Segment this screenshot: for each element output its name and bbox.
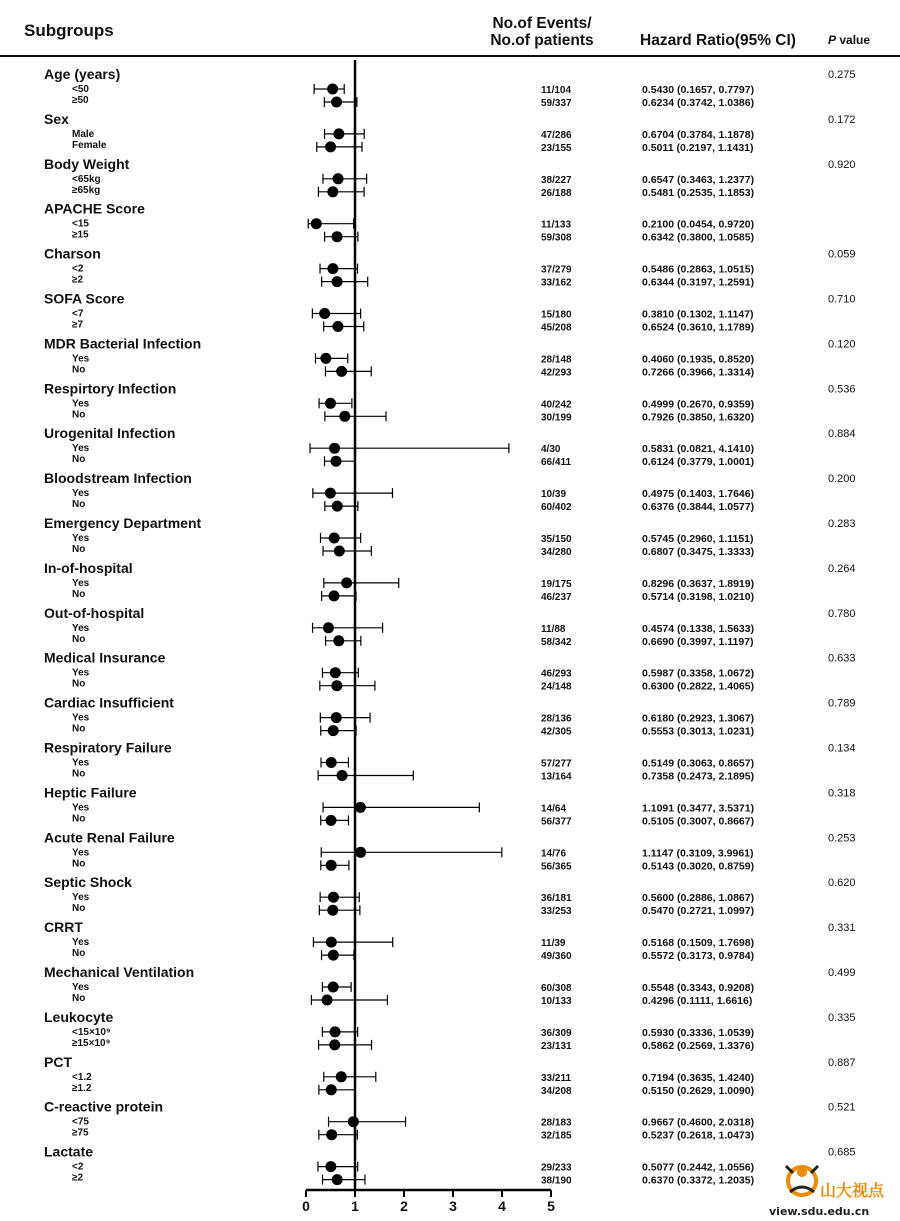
events-count: 66/411: [541, 457, 572, 469]
hazard-ratio-ci: 0.4060 (0.1935, 0.8520): [642, 353, 755, 366]
subgroup-block: [44, 605, 856, 648]
events-count: 57/277: [541, 758, 572, 770]
x-tick-label: 3: [449, 1198, 457, 1214]
row-label: Yes: [72, 802, 90, 814]
hr-point: [319, 308, 330, 319]
row-label: No: [72, 454, 86, 466]
hazard-ratio-ci: 0.5149 (0.3063, 0.8657): [642, 757, 755, 770]
hr-point: [336, 1071, 347, 1082]
subgroup-block: [44, 1054, 856, 1097]
hr-point: [327, 263, 338, 274]
row-label: No: [72, 858, 86, 870]
row-label: ≥15×10⁹: [72, 1037, 111, 1049]
hr-point: [339, 411, 350, 422]
hazard-ratio-ci: 0.5930 (0.3336, 1.0539): [642, 1026, 755, 1039]
hazard-ratio-ci: 0.6344 (0.3197, 1.2591): [642, 276, 755, 289]
row-label: Yes: [72, 398, 90, 410]
p-value: 0.264: [828, 562, 856, 575]
events-count: 11/39: [541, 938, 566, 950]
hr-point: [328, 982, 339, 993]
x-tick-label: 2: [400, 1198, 408, 1214]
hr-point: [333, 635, 344, 646]
events-count: 34/208: [541, 1085, 572, 1097]
hr-point: [322, 995, 333, 1006]
hr-point: [326, 937, 337, 948]
row-label: ≥75: [72, 1127, 89, 1139]
hazard-ratio-ci: 0.5987 (0.3358, 1.0672): [642, 667, 755, 680]
hr-point: [334, 546, 345, 557]
subgroup-block: [44, 1099, 856, 1142]
hr-point: [355, 802, 366, 813]
hazard-ratio-ci: 0.5572 (0.3173, 0.9784): [642, 950, 755, 963]
p-value: 0.120: [828, 338, 856, 351]
events-count: 45/208: [541, 322, 572, 334]
row-label: ≥2: [72, 274, 84, 286]
hazard-ratio-ci: 0.6300 (0.2822, 1.4065): [642, 680, 755, 693]
hr-point: [328, 892, 339, 903]
header-p-value: [828, 33, 870, 47]
rows-layer: [44, 66, 856, 1187]
p-value: 0.499: [828, 967, 856, 979]
row-label: No: [72, 903, 86, 915]
hr-point: [348, 1116, 359, 1127]
hazard-ratio-ci: 0.5105 (0.3007, 0.8667): [642, 815, 755, 828]
hazard-ratio-ci: 0.5430 (0.1657, 0.7797): [642, 84, 755, 96]
subgroup-title: APACHE Score: [44, 200, 145, 217]
subgroup-title: SOFA Score: [44, 290, 125, 307]
p-value: 0.685: [828, 1146, 856, 1159]
row-label: No: [72, 723, 86, 735]
p-value: 0.283: [828, 518, 856, 530]
subgroup-title: Body Weight: [44, 155, 130, 172]
subgroup-title: CRRT: [44, 919, 83, 936]
subgroup-title: Cardiac Insufficient: [44, 694, 174, 711]
hr-point: [328, 590, 339, 601]
subgroup-block: [44, 784, 856, 827]
subgroup-block: [44, 560, 856, 603]
events-count: 13/164: [541, 771, 572, 783]
row-label: <50: [72, 84, 89, 95]
row-label: <15: [72, 218, 89, 230]
events-count: 32/185: [541, 1130, 572, 1142]
hazard-ratio-ci: 0.5011 (0.2197, 1.1431): [642, 141, 754, 154]
row-label: ≥50: [72, 95, 89, 106]
hr-point: [332, 231, 343, 242]
events-count: 24/148: [541, 681, 572, 693]
events-count: 10/39: [541, 489, 567, 501]
events-count: 19/175: [541, 578, 572, 590]
subgroup-title: Out-of-hospital: [44, 604, 145, 621]
row-label: Yes: [72, 982, 90, 993]
row-label: No: [72, 813, 86, 825]
x-axis: [302, 1190, 555, 1214]
events-count: 29/233: [541, 1162, 572, 1174]
header-p-rest: value: [836, 33, 871, 47]
events-count: 36/309: [541, 1027, 572, 1039]
events-count: 46/293: [541, 668, 572, 680]
hazard-ratio-ci: 0.8296 (0.3637, 1.8919): [642, 577, 755, 590]
subgroup-title: Emergency Department: [44, 515, 202, 531]
hr-point: [330, 1026, 341, 1037]
row-label: No: [72, 364, 86, 376]
events-count: 34/280: [541, 547, 572, 558]
events-count: 30/199: [541, 412, 572, 424]
hazard-ratio-ci: 0.5714 (0.3198, 1.0210): [642, 590, 755, 603]
events-count: 28/136: [541, 713, 572, 725]
events-count: 38/190: [541, 1175, 572, 1187]
p-value: 0.536: [828, 383, 856, 396]
subgroup-title: Bloodstream Infection: [44, 470, 192, 487]
events-count: 35/150: [541, 534, 572, 545]
x-tick-label: 5: [547, 1198, 555, 1214]
events-count: 10/133: [541, 996, 572, 1007]
hazard-ratio-ci: 0.4975 (0.1403, 1.7646): [642, 488, 755, 501]
hr-point: [320, 353, 331, 364]
subgroup-block: [44, 380, 856, 423]
events-count: 49/360: [541, 951, 572, 963]
subgroup-block: [44, 201, 754, 244]
row-label: No: [72, 993, 86, 1004]
p-value: 0.331: [828, 922, 856, 935]
hr-point: [331, 712, 342, 723]
row-label: No: [72, 409, 86, 421]
row-label: <2: [72, 263, 84, 275]
subgroup-block: [44, 156, 856, 199]
events-count: 40/242: [541, 399, 572, 411]
row-label: ≥2: [72, 1172, 84, 1184]
row-label: Yes: [72, 757, 90, 769]
hr-point: [311, 218, 322, 229]
events-count: 42/293: [541, 367, 572, 379]
p-value: 0.335: [828, 1011, 856, 1024]
p-value: 0.633: [828, 652, 856, 665]
hazard-ratio-ci: 0.6370 (0.3372, 1.2035): [642, 1174, 755, 1187]
events-count: 23/155: [541, 142, 572, 154]
row-label: Female: [72, 139, 107, 151]
subgroup-block: [44, 470, 856, 513]
hr-point: [327, 905, 338, 916]
row-label: Yes: [72, 443, 90, 455]
p-value: 0.789: [828, 697, 856, 710]
hazard-ratio-ci: 0.5486 (0.2863, 1.0515): [642, 263, 755, 276]
subgroup-title: Acute Renal Failure: [44, 829, 175, 846]
hr-point: [323, 622, 334, 633]
events-count: 23/131: [541, 1040, 572, 1052]
subgroup-title: Urogenital Infection: [44, 425, 176, 442]
events-count: 11/104: [541, 85, 572, 96]
hazard-ratio-ci: 0.6547 (0.3463, 1.2377): [642, 173, 755, 186]
subgroup-block: [44, 829, 856, 872]
header-events-line1: No.of Events/: [492, 15, 592, 32]
hazard-ratio-ci: 0.5862 (0.2569, 1.3376): [642, 1039, 755, 1052]
hr-point: [332, 321, 343, 332]
row-label: No: [72, 544, 86, 555]
p-value: 0.318: [828, 787, 856, 800]
row-label: Yes: [72, 892, 90, 904]
events-count: 60/308: [541, 983, 572, 994]
events-count: 14/76: [541, 848, 567, 860]
events-count: 33/253: [541, 906, 572, 918]
hazard-ratio-ci: 0.5553 (0.3013, 1.0231): [642, 725, 755, 738]
row-label: No: [72, 948, 86, 960]
row-label: <15×10⁹: [72, 1026, 111, 1038]
hazard-ratio-ci: 0.6342 (0.3800, 1.0585): [642, 231, 755, 244]
hazard-ratio-ci: 1.1091 (0.3477, 3.5371): [642, 802, 755, 815]
hr-point: [331, 680, 342, 691]
subgroup-block: [44, 291, 856, 334]
hr-point: [328, 725, 339, 736]
hr-point: [328, 950, 339, 961]
row-label: No: [72, 588, 86, 600]
row-label: <7: [72, 308, 84, 320]
events-count: 36/181: [541, 893, 572, 905]
hazard-ratio-ci: 0.4999 (0.2670, 0.9359): [642, 398, 755, 411]
hr-point: [326, 1129, 337, 1140]
watermark: [769, 1166, 885, 1218]
row-label: Yes: [72, 937, 90, 949]
subgroup-title: PCT: [44, 1053, 72, 1070]
hr-point: [325, 488, 336, 499]
events-count: 14/64: [541, 803, 567, 815]
subgroup-title: Leukocyte: [44, 1008, 114, 1025]
hr-point: [332, 276, 343, 287]
events-count: 11/133: [541, 219, 572, 231]
events-count: 28/183: [541, 1117, 572, 1129]
events-count: 47/286: [541, 129, 572, 141]
events-count: 4/30: [541, 444, 561, 456]
hazard-ratio-ci: 0.4296 (0.1111, 1.6616): [642, 995, 753, 1007]
subgroup-title: Heptic Failure: [44, 784, 137, 801]
row-label: <75: [72, 1116, 89, 1128]
row-label: Yes: [72, 622, 90, 634]
hazard-ratio-ci: 0.6376 (0.3844, 1.0577): [642, 501, 755, 514]
hazard-ratio-ci: 0.5600 (0.2886, 1.0867): [642, 892, 755, 905]
hr-point: [332, 1174, 343, 1185]
hazard-ratio-ci: 1.1147 (0.3109, 3.9961): [642, 847, 754, 860]
hazard-ratio-ci: 0.6690 (0.3997, 1.1197): [642, 635, 754, 648]
subgroup-title: Septic Shock: [44, 874, 132, 891]
subgroup-block: [44, 919, 856, 962]
events-count: 42/305: [541, 726, 572, 738]
hr-point: [333, 173, 344, 184]
subgroup-title: Lactate: [44, 1143, 94, 1160]
hazard-ratio-ci: 0.6807 (0.3475, 1.3333): [642, 546, 755, 558]
events-count: 60/402: [541, 502, 572, 514]
row-label: No: [72, 499, 86, 511]
row-label: Yes: [72, 667, 90, 679]
row-label: No: [72, 678, 86, 690]
hazard-ratio-ci: 0.9667 (0.4600, 2.0318): [642, 1116, 755, 1129]
events-count: 28/148: [541, 354, 572, 366]
hazard-ratio-ci: 0.7266 (0.3966, 1.3314): [642, 366, 755, 379]
events-count: 56/365: [541, 861, 572, 873]
subgroup-title: Respiratory Failure: [44, 739, 172, 756]
row-label: <2: [72, 1161, 84, 1173]
p-value: 0.780: [828, 607, 856, 620]
subgroup-block: [44, 111, 856, 154]
hazard-ratio-ci: 0.6524 (0.3610, 1.1789): [642, 321, 755, 334]
subgroup-title: Sex: [44, 110, 69, 127]
p-value: 0.710: [828, 293, 856, 306]
hr-point: [326, 815, 337, 826]
hr-point: [331, 97, 342, 108]
x-tick-label: 4: [498, 1198, 506, 1214]
hazard-ratio-ci: 0.5481 (0.2535, 1.1853): [642, 186, 755, 199]
events-count: 56/377: [541, 816, 572, 828]
hazard-ratio-ci: 0.5831 (0.0821, 4.1410): [642, 443, 755, 456]
row-label: Yes: [72, 353, 90, 365]
hazard-ratio-ci: 0.5548 (0.3343, 0.9208): [642, 982, 755, 994]
hazard-ratio-ci: 0.5470 (0.2721, 1.0997): [642, 905, 755, 918]
events-count: 15/180: [541, 309, 572, 321]
watermark-name: 山大视点: [820, 1181, 885, 1200]
hazard-ratio-ci: 0.6704 (0.3784, 1.1878): [642, 128, 755, 141]
events-count: 11/88: [541, 623, 566, 635]
row-label: Yes: [72, 847, 90, 859]
hr-point: [326, 757, 337, 768]
events-count: 37/279: [541, 264, 572, 276]
header-events-line2: No.of patients: [490, 32, 594, 49]
x-tick-label: 1: [351, 1198, 359, 1214]
row-label: Yes: [72, 712, 90, 724]
hr-point: [337, 770, 348, 781]
subgroup-block: [44, 335, 856, 378]
hr-point: [355, 847, 366, 858]
hr-point: [329, 443, 340, 454]
row-label: No: [72, 768, 86, 780]
p-value: 0.059: [828, 248, 856, 261]
row-label: No: [72, 633, 86, 645]
hr-point: [330, 667, 341, 678]
hazard-ratio-ci: 0.6180 (0.2923, 1.3067): [642, 712, 755, 725]
subgroup-block: [44, 425, 856, 468]
row-label: ≥65kg: [72, 184, 101, 196]
p-value: 0.920: [828, 158, 856, 171]
subgroup-title: Medical Insurance: [44, 649, 166, 666]
p-value: 0.887: [828, 1056, 856, 1069]
hazard-ratio-ci: 0.7358 (0.2473, 2.1895): [642, 770, 755, 783]
subgroup-title: C-reactive protein: [44, 1098, 164, 1115]
subgroup-block: [44, 964, 856, 1007]
hazard-ratio-ci: 0.5745 (0.2960, 1.1151): [642, 533, 754, 545]
hazard-ratio-ci: 0.2100 (0.0454, 0.9720): [642, 218, 755, 231]
subgroup-block: [44, 515, 856, 558]
events-count: 33/211: [541, 1072, 572, 1084]
hazard-ratio-ci: 0.5143 (0.3020, 0.8759): [642, 860, 755, 873]
subgroup-block: [44, 1009, 856, 1052]
hazard-ratio-ci: 0.5237 (0.2618, 1.0473): [642, 1129, 755, 1142]
p-value: 0.200: [828, 473, 856, 486]
row-label: <65kg: [72, 173, 101, 185]
hr-point: [327, 186, 338, 197]
p-value: 0.275: [828, 69, 856, 81]
header-subgroups: Subgroups: [24, 21, 114, 40]
header: [0, 15, 900, 56]
hr-point: [329, 533, 340, 544]
hr-point: [336, 366, 347, 377]
hr-point: [332, 501, 343, 512]
hr-point: [331, 456, 342, 467]
subgroup-title: Respirtory Infection: [44, 380, 177, 397]
hr-point: [329, 1039, 340, 1050]
hazard-ratio-ci: 0.5150 (0.2629, 1.0090): [642, 1084, 755, 1097]
hazard-ratio-ci: 0.4574 (0.1338, 1.5633): [642, 622, 755, 635]
p-value: 0.134: [828, 742, 856, 755]
subgroup-title: Charson: [44, 245, 101, 262]
events-count: 58/342: [541, 636, 572, 648]
p-value: 0.521: [828, 1101, 856, 1114]
watermark-logo-icon: [786, 1166, 818, 1195]
p-value: 0.172: [828, 113, 856, 126]
hazard-ratio-ci: 0.3810 (0.1302, 1.1147): [642, 308, 754, 321]
subgroup-block: [44, 66, 856, 109]
subgroup-block: [44, 874, 856, 917]
events-count: 59/337: [541, 98, 572, 109]
subgroup-title: Age (years): [44, 66, 121, 82]
events-count: 46/237: [541, 591, 572, 603]
subgroup-title: Mechanical Ventilation: [44, 964, 195, 980]
hazard-ratio-ci: 0.5168 (0.1509, 1.7698): [642, 937, 755, 950]
x-tick-label: 0: [302, 1198, 310, 1214]
hr-point: [325, 398, 336, 409]
hazard-ratio-ci: 0.7194 (0.3635, 1.4240): [642, 1071, 755, 1084]
p-value: 0.253: [828, 832, 856, 845]
hr-point: [326, 1084, 337, 1095]
events-count: 26/188: [541, 187, 572, 199]
subgroup-title: MDR Bacterial Infection: [44, 335, 202, 352]
hr-point: [327, 84, 338, 95]
p-value: 0.620: [828, 877, 856, 890]
hazard-ratio-ci: 0.6124 (0.3779, 1.0001): [642, 456, 755, 469]
header-hazard-ratio: Hazard Ratio(95% CI): [640, 32, 796, 49]
subgroup-block: [44, 246, 856, 289]
row-label: ≥1.2: [72, 1082, 92, 1094]
row-label: Yes: [72, 488, 90, 500]
events-count: 59/308: [541, 232, 572, 244]
hr-point: [325, 141, 336, 152]
hr-point: [326, 860, 337, 871]
row-label: <1.2: [72, 1071, 92, 1083]
row-label: Yes: [72, 533, 90, 544]
header-p-italic: P: [828, 33, 837, 47]
row-label: Yes: [72, 577, 90, 589]
plot-layer: [302, 60, 555, 1214]
row-label: ≥7: [72, 319, 84, 331]
subgroup-title: In-of-hospital: [44, 559, 133, 576]
hr-point: [333, 128, 344, 139]
events-count: 33/162: [541, 277, 572, 289]
watermark-url: view.sdu.edu.cn: [769, 1205, 870, 1218]
hazard-ratio-ci: 0.5077 (0.2442, 1.0556): [642, 1161, 755, 1174]
hr-point: [341, 577, 352, 588]
hazard-ratio-ci: 0.7926 (0.3850, 1.6320): [642, 411, 755, 424]
subgroup-block: [44, 740, 856, 783]
p-value: 0.884: [828, 428, 856, 441]
subgroup-block: [44, 695, 856, 738]
row-label: Male: [72, 128, 95, 140]
row-label: ≥15: [72, 229, 89, 241]
subgroup-block: [44, 650, 856, 693]
events-count: 38/227: [541, 174, 572, 186]
hazard-ratio-ci: 0.6234 (0.3742, 1.0386): [642, 97, 755, 109]
hr-point: [325, 1161, 336, 1172]
subgroup-block: [44, 1144, 856, 1187]
